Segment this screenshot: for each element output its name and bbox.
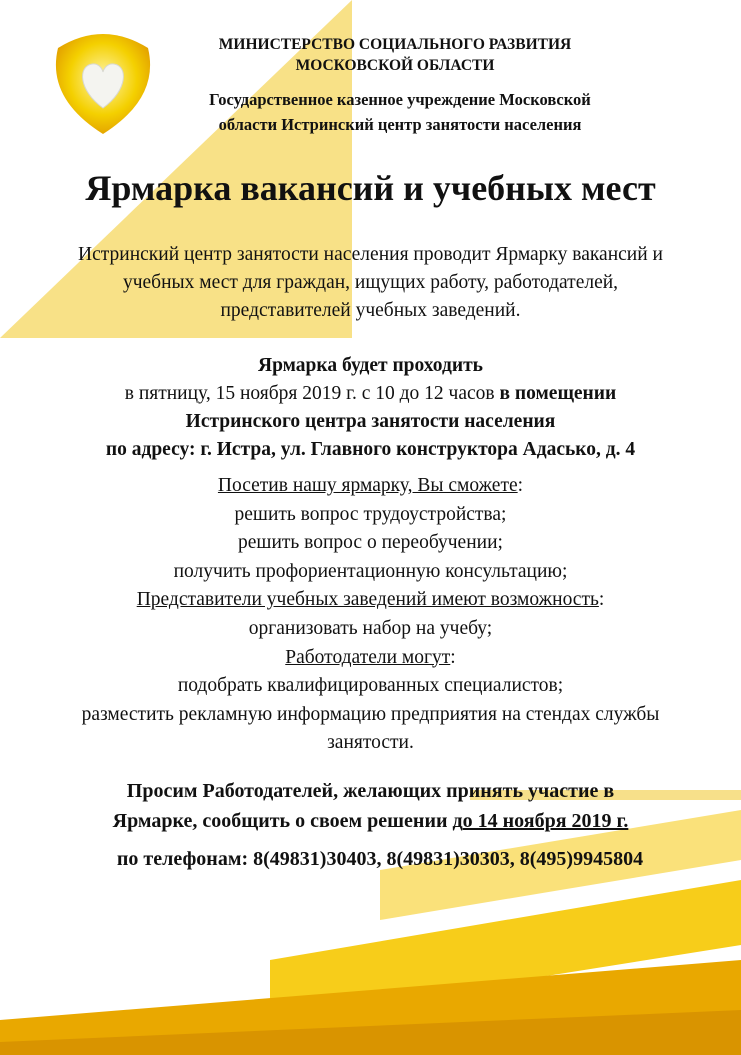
employers-heading-line <box>0 644 741 673</box>
employers-item-3: занятости. <box>327 732 414 754</box>
schools-heading-line <box>0 586 741 615</box>
visitors-item-1: решить вопрос трудоустройства; <box>234 503 507 525</box>
footer-deadline: о 14 ноября 2019 г. <box>462 810 629 832</box>
event-heading: Ярмарка будет проходить <box>258 355 483 376</box>
intro-line-3: представителей учебных заведений. <box>220 300 521 321</box>
visitors-colon: : <box>517 475 524 496</box>
organization-line-2: области Истринский центр занятости населения <box>218 115 582 134</box>
intro-line-1: Истринский центр занятости населения проводит Ярмарку вакансий и <box>78 244 663 265</box>
organization-header <box>150 87 650 137</box>
event-where-part1: в помещении <box>499 383 617 404</box>
event-address: по адресу: г. Истра, ул. Главного конструктора Адасько, д. 4 <box>105 439 636 460</box>
organization-line-1: Государственное казенное учреждение Московской <box>209 90 591 109</box>
intro-line-2: учебных мест для граждан, ищущих работу, работодателей, <box>122 272 619 293</box>
footer-line-2-part-1: Ярмарке, сообщить о своем решении д <box>112 810 463 832</box>
schools-colon: : <box>598 589 605 611</box>
page-title: Ярмарка вакансий и учебных мест <box>85 168 656 208</box>
ministry-header <box>165 34 625 76</box>
visitors-heading: Посетив нашу ярмарку, Вы сможете <box>217 475 518 496</box>
event-info <box>0 352 741 464</box>
footer-phones: по телефонам: 8(49831)30403, 8(49831)30303, 8(495)9945804 <box>116 848 644 870</box>
employers-item-1: подобрать квалифицированных специалистов; <box>177 675 564 697</box>
visitors-item-3: получить профориентационную консультацию; <box>173 560 568 582</box>
footer-line-1: Просим Работодателей, желающих принять участие в <box>126 780 615 802</box>
ministry-line-2: МОСКОВСКОЙ ОБЛАСТИ <box>295 57 495 74</box>
visitors-heading-line <box>0 472 741 501</box>
intro-paragraph <box>0 241 741 325</box>
employers-item-2: разместить рекламную информацию предприятия на стендах службы <box>81 703 660 725</box>
event-when: в пятницу, 15 ноября 2019 г. с 10 до 12 часов <box>124 383 500 404</box>
schools-item-1: организовать набор на учебу; <box>248 617 493 639</box>
heart-logo-icon <box>48 28 158 138</box>
schools-heading: Представители учебных заведений имеют возможность <box>136 589 599 611</box>
footer-line-2 <box>0 806 741 836</box>
event-where-line-2: Истринского центра занятости населения <box>185 411 556 432</box>
visitors-item-2: решить вопрос о переобучении; <box>238 532 503 554</box>
footer-request <box>0 776 741 836</box>
employers-heading: Работодатели могут <box>285 646 451 668</box>
opportunities-list <box>0 472 741 758</box>
employers-colon: : <box>450 646 456 668</box>
ministry-line-1: МИНИСТЕРСТВО СОЦИАЛЬНОГО РАЗВИТИЯ <box>218 36 572 53</box>
event-when-line <box>0 380 741 408</box>
